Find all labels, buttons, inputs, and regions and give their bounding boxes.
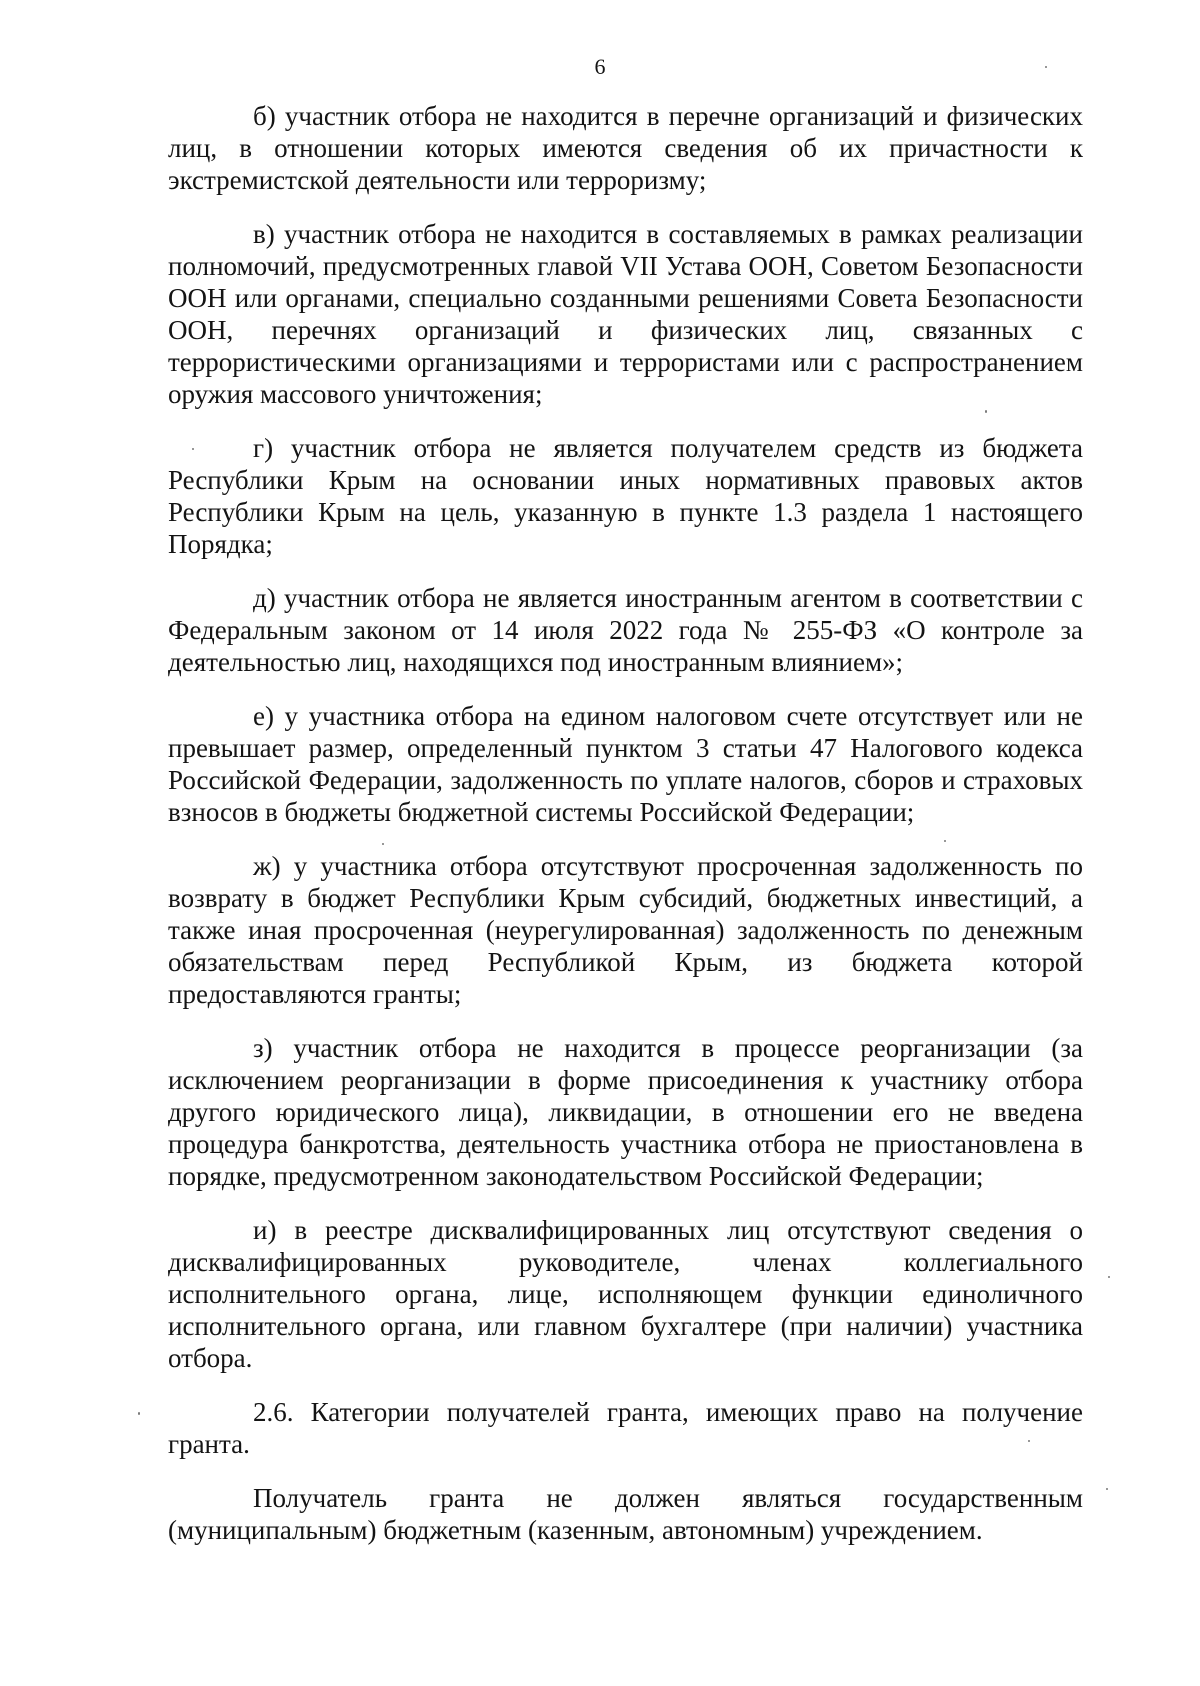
paragraph-g: г) участник отбора не является получателем средств из бюджета Республики Крым на основании иных нормативных правовых актов Республики Крым на цель, указанную в пункте 1.3 раздела 1 настоящего Порядка; <box>168 433 1083 559</box>
scan-speck <box>1106 1488 1108 1490</box>
scan-speck <box>192 448 194 450</box>
paragraph-z: з) участник отбора не находится в процессе реорганизации (за исключением реорганизации в форме присоединения к участнику отбора другого юридического лица), ликвидации, в отношении его не введена процедура банкротства, деятельность участника отбора не приостановлена в порядке, предусмотренном законодательством Российской Федерации; <box>168 1033 1083 1191</box>
scan-speck <box>944 840 946 842</box>
paragraph-recipient: Получатель гранта не должен являться государственным (муниципальным) бюджетным (казенным, автономным) учреждением. <box>168 1483 1083 1545</box>
paragraph-i: и) в реестре дисквалифицированных лиц отсутствуют сведения о дисквалифицированных руководителе, членах коллегиального исполнительного органа, лице, исполняющем функции единоличного исполнительного органа, или главном бухгалтере (при наличии) участника отбора. <box>168 1215 1083 1373</box>
paragraph-zh: ж) у участника отбора отсутствуют просроченная задолженность по возврату в бюджет Республики Крым субсидий, бюджетных инвестиций, а также иная просроченная (неурегулированная) задолженность по денежным обязательствам перед Республикой Крым, из бюджета которой предоставляются гранты; <box>168 851 1083 1009</box>
scan-speck <box>382 843 384 845</box>
scan-speck <box>1045 66 1047 68</box>
scan-speck <box>138 1412 140 1415</box>
paragraph-d: д) участник отбора не является иностранным агентом в соответствии с Федеральным законом от 14 июля 2022 года № 255-ФЗ «О контроле за деятельностью лиц, находящихся под иностранным влиянием»; <box>168 583 1083 677</box>
paragraph-e: е) у участника отбора на едином налоговом счете отсутствует или не превышает размер, определенный пунктом 3 статьи 47 Налогового кодекса Российской Федерации, задолженность по уплате налогов, сборов и страховых взносов в бюджеты бюджетной системы Российской Федерации; <box>168 701 1083 827</box>
scan-speck <box>985 410 987 413</box>
paragraph-v: в) участник отбора не находится в составляемых в рамках реализации полномочий, предусмотренных главой VII Устава ООН, Советом Безопасности ООН или органами, специально созданными решениями Совета Безопасности ООН, перечнях организаций и физических лиц, связанных с террористическими организациями и террористами или с распространением оружия массового уничтожения; <box>168 219 1083 409</box>
page-number: 6 <box>594 54 606 79</box>
scan-speck <box>1028 1440 1030 1442</box>
paragraph-b: б) участник отбора не находится в перечне организаций и физических лиц, в отношении которых имеются сведения об их причастности к экстремистской деятельности или терроризму; <box>168 101 1083 195</box>
paragraph-2-6: 2.6. Категории получателей гранта, имеющих право на получение гранта. <box>168 1397 1083 1459</box>
document-body <box>168 100 1083 1568</box>
scan-speck <box>1108 1276 1110 1278</box>
